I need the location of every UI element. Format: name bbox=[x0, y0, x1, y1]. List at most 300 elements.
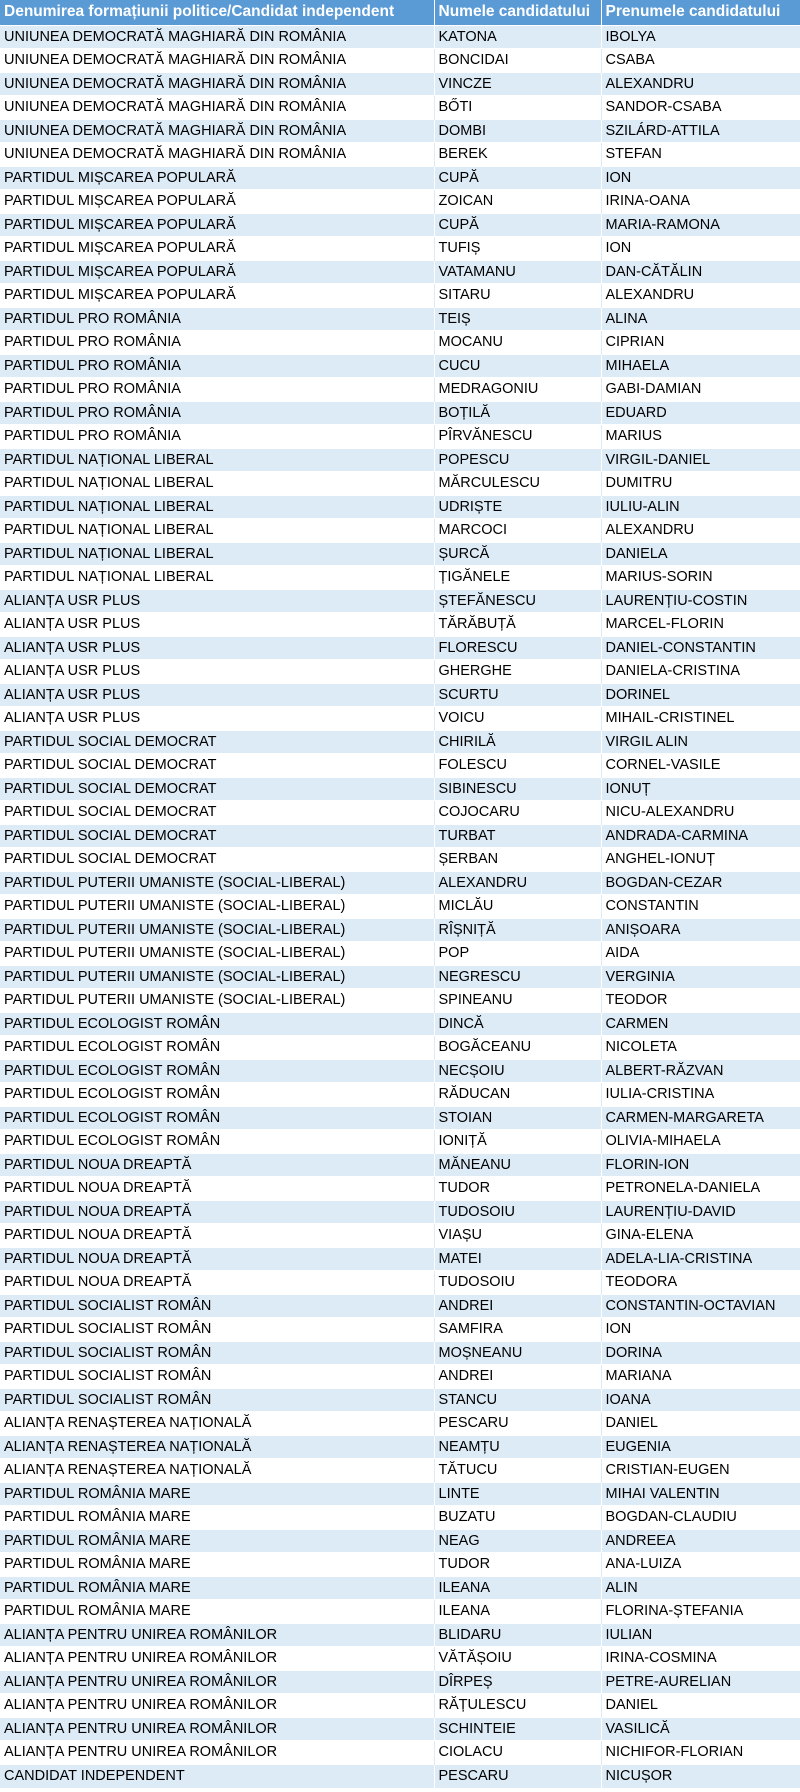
table-row bbox=[0, 307, 800, 331]
cell-last-name: VOICU bbox=[434, 707, 601, 731]
table-row bbox=[0, 1294, 800, 1318]
cell-last-name: STOIAN bbox=[434, 1106, 601, 1130]
cell-last-name: NEAG bbox=[434, 1529, 601, 1553]
cell-party: ALIANȚA PENTRU UNIREA ROMÂNILOR bbox=[0, 1741, 434, 1765]
cell-last-name: CUCU bbox=[434, 354, 601, 378]
cell-first-name: NICU-ALEXANDRU bbox=[601, 801, 800, 825]
table-row bbox=[0, 143, 800, 167]
cell-party: PARTIDUL MIȘCAREA POPULARĂ bbox=[0, 284, 434, 308]
cell-last-name: NEAMȚU bbox=[434, 1435, 601, 1459]
table-row bbox=[0, 1647, 800, 1671]
cell-first-name: CARMEN-MARGARETA bbox=[601, 1106, 800, 1130]
cell-party: PARTIDUL SOCIAL DEMOCRAT bbox=[0, 848, 434, 872]
cell-first-name: ANDRADA-CARMINA bbox=[601, 824, 800, 848]
cell-party: ALIANȚA USR PLUS bbox=[0, 683, 434, 707]
table-row bbox=[0, 425, 800, 449]
table-row bbox=[0, 707, 800, 731]
cell-party: PARTIDUL ECOLOGIST ROMÂN bbox=[0, 1083, 434, 1107]
cell-first-name: AIDA bbox=[601, 942, 800, 966]
cell-last-name: BEREK bbox=[434, 143, 601, 167]
table-row bbox=[0, 824, 800, 848]
cell-party: PARTIDUL SOCIAL DEMOCRAT bbox=[0, 801, 434, 825]
cell-last-name: MĂRCULESCU bbox=[434, 472, 601, 496]
cell-first-name: MIHAIL-CRISTINEL bbox=[601, 707, 800, 731]
cell-first-name: DANIEL-CONSTANTIN bbox=[601, 636, 800, 660]
table-header-row bbox=[0, 0, 800, 25]
cell-first-name: LAURENȚIU-DAVID bbox=[601, 1200, 800, 1224]
cell-party: PARTIDUL PUTERII UMANISTE (SOCIAL-LIBERAL) bbox=[0, 965, 434, 989]
table-row bbox=[0, 495, 800, 519]
cell-last-name: RĂȚULESCU bbox=[434, 1694, 601, 1718]
cell-last-name: STANCU bbox=[434, 1388, 601, 1412]
table-row bbox=[0, 284, 800, 308]
cell-first-name: DUMITRU bbox=[601, 472, 800, 496]
table-row bbox=[0, 1106, 800, 1130]
cell-first-name: IULIU-ALIN bbox=[601, 495, 800, 519]
cell-last-name: TUDOSOIU bbox=[434, 1200, 601, 1224]
table-row bbox=[0, 49, 800, 73]
cell-last-name: CUPĂ bbox=[434, 166, 601, 190]
cell-first-name: IULIA-CRISTINA bbox=[601, 1083, 800, 1107]
cell-last-name: BOGĂCEANU bbox=[434, 1036, 601, 1060]
table-row bbox=[0, 260, 800, 284]
cell-party: PARTIDUL PUTERII UMANISTE (SOCIAL-LIBERAL) bbox=[0, 871, 434, 895]
cell-last-name: SIBINESCU bbox=[434, 777, 601, 801]
header-first-name: Prenumele candidatului bbox=[601, 0, 800, 25]
cell-first-name: MARIANA bbox=[601, 1365, 800, 1389]
cell-last-name: CHIRILĂ bbox=[434, 730, 601, 754]
cell-last-name: SCHINTEIE bbox=[434, 1717, 601, 1741]
cell-first-name: ANDREEA bbox=[601, 1529, 800, 1553]
cell-last-name: TUFIȘ bbox=[434, 237, 601, 261]
cell-party: ALIANȚA RENAȘTEREA NAȚIONALĂ bbox=[0, 1412, 434, 1436]
cell-party: PARTIDUL NAȚIONAL LIBERAL bbox=[0, 495, 434, 519]
cell-first-name: FLORINA-ȘTEFANIA bbox=[601, 1600, 800, 1624]
table-row bbox=[0, 942, 800, 966]
cell-last-name: BUZATU bbox=[434, 1506, 601, 1530]
cell-first-name: IULIAN bbox=[601, 1623, 800, 1647]
cell-last-name: MATEI bbox=[434, 1247, 601, 1271]
cell-first-name: NICOLETA bbox=[601, 1036, 800, 1060]
cell-party: PARTIDUL ECOLOGIST ROMÂN bbox=[0, 1059, 434, 1083]
cell-party: PARTIDUL ECOLOGIST ROMÂN bbox=[0, 1036, 434, 1060]
cell-first-name: STEFAN bbox=[601, 143, 800, 167]
cell-last-name: GHERGHE bbox=[434, 660, 601, 684]
cell-party: PARTIDUL SOCIAL DEMOCRAT bbox=[0, 754, 434, 778]
table-row bbox=[0, 1670, 800, 1694]
cell-last-name: MICLĂU bbox=[434, 895, 601, 919]
cell-first-name: GABI-DAMIAN bbox=[601, 378, 800, 402]
cell-last-name: UDRIȘTE bbox=[434, 495, 601, 519]
table-row bbox=[0, 989, 800, 1013]
table-row bbox=[0, 566, 800, 590]
cell-last-name: POP bbox=[434, 942, 601, 966]
cell-party: PARTIDUL SOCIAL DEMOCRAT bbox=[0, 777, 434, 801]
table-row bbox=[0, 1623, 800, 1647]
cell-first-name: ANA-LUIZA bbox=[601, 1553, 800, 1577]
cell-last-name: ȘERBAN bbox=[434, 848, 601, 872]
cell-party: PARTIDUL SOCIALIST ROMÂN bbox=[0, 1388, 434, 1412]
cell-first-name: CRISTIAN-EUGEN bbox=[601, 1459, 800, 1483]
cell-first-name: CSABA bbox=[601, 49, 800, 73]
cell-first-name: ANGHEL-IONUȚ bbox=[601, 848, 800, 872]
cell-first-name: ALBERT-RĂZVAN bbox=[601, 1059, 800, 1083]
cell-first-name: MARIA-RAMONA bbox=[601, 213, 800, 237]
cell-last-name: CUPĂ bbox=[434, 213, 601, 237]
table-row bbox=[0, 965, 800, 989]
cell-party: PARTIDUL PRO ROMÂNIA bbox=[0, 425, 434, 449]
cell-last-name: BLIDARU bbox=[434, 1623, 601, 1647]
cell-first-name: VERGINIA bbox=[601, 965, 800, 989]
cell-party: PARTIDUL PUTERII UMANISTE (SOCIAL-LIBERAL) bbox=[0, 989, 434, 1013]
cell-first-name: OLIVIA-MIHAELA bbox=[601, 1130, 800, 1154]
cell-first-name: MARIUS-SORIN bbox=[601, 566, 800, 590]
table-row bbox=[0, 401, 800, 425]
cell-first-name: PETRONELA-DANIELA bbox=[601, 1177, 800, 1201]
cell-first-name: ALEXANDRU bbox=[601, 284, 800, 308]
table-row bbox=[0, 542, 800, 566]
cell-party: PARTIDUL ECOLOGIST ROMÂN bbox=[0, 1130, 434, 1154]
cell-first-name: IRINA-COSMINA bbox=[601, 1647, 800, 1671]
table-row bbox=[0, 25, 800, 49]
cell-party: PARTIDUL SOCIAL DEMOCRAT bbox=[0, 824, 434, 848]
cell-first-name: ALEXANDRU bbox=[601, 519, 800, 543]
cell-last-name: ȘTEFĂNESCU bbox=[434, 589, 601, 613]
cell-first-name: DAN-CĂTĂLIN bbox=[601, 260, 800, 284]
cell-last-name: MĂNEANU bbox=[434, 1153, 601, 1177]
cell-last-name: PÎRVĂNESCU bbox=[434, 425, 601, 449]
cell-last-name: FOLESCU bbox=[434, 754, 601, 778]
cell-last-name: POPESCU bbox=[434, 448, 601, 472]
cell-party: PARTIDUL NAȚIONAL LIBERAL bbox=[0, 448, 434, 472]
cell-first-name: BOGDAN-CEZAR bbox=[601, 871, 800, 895]
cell-party: PARTIDUL SOCIALIST ROMÂN bbox=[0, 1365, 434, 1389]
cell-party: PARTIDUL NOUA DREAPTĂ bbox=[0, 1271, 434, 1295]
cell-first-name: TEODORA bbox=[601, 1271, 800, 1295]
cell-party: PARTIDUL PRO ROMÂNIA bbox=[0, 307, 434, 331]
cell-party: ALIANȚA PENTRU UNIREA ROMÂNILOR bbox=[0, 1694, 434, 1718]
cell-party: PARTIDUL MIȘCAREA POPULARĂ bbox=[0, 260, 434, 284]
cell-first-name: ION bbox=[601, 166, 800, 190]
cell-first-name: CIPRIAN bbox=[601, 331, 800, 355]
cell-party: PARTIDUL MIȘCAREA POPULARĂ bbox=[0, 237, 434, 261]
table-row bbox=[0, 1247, 800, 1271]
table-row bbox=[0, 1341, 800, 1365]
cell-first-name: CONSTANTIN-OCTAVIAN bbox=[601, 1294, 800, 1318]
cell-party: PARTIDUL MIȘCAREA POPULARĂ bbox=[0, 190, 434, 214]
cell-last-name: IONIȚĂ bbox=[434, 1130, 601, 1154]
table-row bbox=[0, 730, 800, 754]
cell-party: PARTIDUL PUTERII UMANISTE (SOCIAL-LIBERAL) bbox=[0, 918, 434, 942]
cell-party: PARTIDUL SOCIAL DEMOCRAT bbox=[0, 730, 434, 754]
cell-party: PARTIDUL ROMÂNIA MARE bbox=[0, 1600, 434, 1624]
cell-first-name: TEODOR bbox=[601, 989, 800, 1013]
table-row bbox=[0, 72, 800, 96]
cell-first-name: IRINA-OANA bbox=[601, 190, 800, 214]
cell-last-name: SITARU bbox=[434, 284, 601, 308]
cell-first-name: CONSTANTIN bbox=[601, 895, 800, 919]
table-body bbox=[0, 25, 800, 1788]
table-row bbox=[0, 1365, 800, 1389]
header-last-name: Numele candidatului bbox=[434, 0, 601, 25]
cell-party: PARTIDUL PRO ROMÂNIA bbox=[0, 354, 434, 378]
cell-last-name: BOȚILĂ bbox=[434, 401, 601, 425]
cell-last-name: RĂDUCAN bbox=[434, 1083, 601, 1107]
cell-party: PARTIDUL PRO ROMÂNIA bbox=[0, 331, 434, 355]
table-row bbox=[0, 1412, 800, 1436]
cell-last-name: TUDOR bbox=[434, 1553, 601, 1577]
cell-last-name: VĂTĂȘOIU bbox=[434, 1647, 601, 1671]
cell-first-name: IONUȚ bbox=[601, 777, 800, 801]
cell-party: PARTIDUL NOUA DREAPTĂ bbox=[0, 1224, 434, 1248]
cell-party: PARTIDUL PUTERII UMANISTE (SOCIAL-LIBERAL) bbox=[0, 942, 434, 966]
cell-first-name: DANIEL bbox=[601, 1694, 800, 1718]
cell-party: PARTIDUL ROMÂNIA MARE bbox=[0, 1576, 434, 1600]
table-row bbox=[0, 754, 800, 778]
cell-party: ALIANȚA USR PLUS bbox=[0, 636, 434, 660]
table-row bbox=[0, 448, 800, 472]
table-row bbox=[0, 683, 800, 707]
cell-party: PARTIDUL ROMÂNIA MARE bbox=[0, 1506, 434, 1530]
cell-first-name: MIHAI VALENTIN bbox=[601, 1482, 800, 1506]
table-row bbox=[0, 472, 800, 496]
cell-last-name: LINTE bbox=[434, 1482, 601, 1506]
table-row bbox=[0, 119, 800, 143]
cell-party: UNIUNEA DEMOCRATĂ MAGHIARĂ DIN ROMÂNIA bbox=[0, 49, 434, 73]
table-row bbox=[0, 519, 800, 543]
cell-party: PARTIDUL SOCIALIST ROMÂN bbox=[0, 1294, 434, 1318]
cell-party: PARTIDUL PRO ROMÂNIA bbox=[0, 378, 434, 402]
cell-last-name: ANDREI bbox=[434, 1294, 601, 1318]
header-party: Denumirea formațiunii politice/Candidat independent bbox=[0, 0, 434, 25]
table-row bbox=[0, 613, 800, 637]
cell-last-name: DINCĂ bbox=[434, 1012, 601, 1036]
cell-party: PARTIDUL MIȘCAREA POPULARĂ bbox=[0, 166, 434, 190]
table-row bbox=[0, 1694, 800, 1718]
cell-first-name: MARIUS bbox=[601, 425, 800, 449]
table-row bbox=[0, 1177, 800, 1201]
cell-party: ALIANȚA PENTRU UNIREA ROMÂNILOR bbox=[0, 1623, 434, 1647]
cell-party: UNIUNEA DEMOCRATĂ MAGHIARĂ DIN ROMÂNIA bbox=[0, 119, 434, 143]
cell-last-name: TEIȘ bbox=[434, 307, 601, 331]
cell-party: ALIANȚA PENTRU UNIREA ROMÂNILOR bbox=[0, 1717, 434, 1741]
cell-last-name: BONCIDAI bbox=[434, 49, 601, 73]
table-row bbox=[0, 1012, 800, 1036]
cell-first-name: CARMEN bbox=[601, 1012, 800, 1036]
table-row bbox=[0, 1764, 800, 1788]
cell-first-name: ION bbox=[601, 1318, 800, 1342]
cell-party: ALIANȚA USR PLUS bbox=[0, 613, 434, 637]
cell-party: PARTIDUL ROMÂNIA MARE bbox=[0, 1553, 434, 1577]
table-row bbox=[0, 96, 800, 120]
table-row bbox=[0, 1059, 800, 1083]
cell-party: UNIUNEA DEMOCRATĂ MAGHIARĂ DIN ROMÂNIA bbox=[0, 72, 434, 96]
table-row bbox=[0, 1553, 800, 1577]
cell-last-name: NECȘOIU bbox=[434, 1059, 601, 1083]
cell-first-name: ALIN bbox=[601, 1576, 800, 1600]
cell-party: ALIANȚA PENTRU UNIREA ROMÂNILOR bbox=[0, 1670, 434, 1694]
cell-party: PARTIDUL PRO ROMÂNIA bbox=[0, 401, 434, 425]
cell-last-name: MARCOCI bbox=[434, 519, 601, 543]
cell-first-name: DANIELA bbox=[601, 542, 800, 566]
cell-party: PARTIDUL NAȚIONAL LIBERAL bbox=[0, 566, 434, 590]
cell-first-name: VASILICĂ bbox=[601, 1717, 800, 1741]
table-row bbox=[0, 166, 800, 190]
cell-first-name: IOANA bbox=[601, 1388, 800, 1412]
cell-last-name: ȘURCĂ bbox=[434, 542, 601, 566]
cell-party: CANDIDAT INDEPENDENT bbox=[0, 1764, 434, 1788]
cell-first-name: DORINEL bbox=[601, 683, 800, 707]
table-row bbox=[0, 777, 800, 801]
cell-last-name: SPINEANU bbox=[434, 989, 601, 1013]
cell-first-name: SANDOR-CSABA bbox=[601, 96, 800, 120]
cell-party: ALIANȚA PENTRU UNIREA ROMÂNILOR bbox=[0, 1647, 434, 1671]
cell-party: PARTIDUL NAȚIONAL LIBERAL bbox=[0, 542, 434, 566]
cell-first-name: VIRGIL ALIN bbox=[601, 730, 800, 754]
cell-party: PARTIDUL ECOLOGIST ROMÂN bbox=[0, 1106, 434, 1130]
cell-last-name: RÎȘNIȚĂ bbox=[434, 918, 601, 942]
cell-last-name: BŐTI bbox=[434, 96, 601, 120]
cell-last-name: TĂTUCU bbox=[434, 1459, 601, 1483]
table-row bbox=[0, 1459, 800, 1483]
cell-first-name: SZILÁRD-ATTILA bbox=[601, 119, 800, 143]
cell-last-name: TURBAT bbox=[434, 824, 601, 848]
table-row bbox=[0, 589, 800, 613]
cell-party: PARTIDUL NOUA DREAPTĂ bbox=[0, 1153, 434, 1177]
cell-party: PARTIDUL PUTERII UMANISTE (SOCIAL-LIBERAL) bbox=[0, 895, 434, 919]
cell-last-name: VIAȘU bbox=[434, 1224, 601, 1248]
cell-party: PARTIDUL MIȘCAREA POPULARĂ bbox=[0, 213, 434, 237]
cell-last-name: MOCANU bbox=[434, 331, 601, 355]
cell-last-name: PESCARU bbox=[434, 1412, 601, 1436]
cell-first-name: ANIȘOARA bbox=[601, 918, 800, 942]
cell-first-name: PETRE-AURELIAN bbox=[601, 1670, 800, 1694]
cell-first-name: IBOLYA bbox=[601, 25, 800, 49]
cell-first-name: DANIELA-CRISTINA bbox=[601, 660, 800, 684]
cell-party: PARTIDUL NAȚIONAL LIBERAL bbox=[0, 472, 434, 496]
table-row bbox=[0, 331, 800, 355]
cell-party: ALIANȚA USR PLUS bbox=[0, 589, 434, 613]
table-row bbox=[0, 1130, 800, 1154]
cell-first-name: GINA-ELENA bbox=[601, 1224, 800, 1248]
cell-first-name: ADELA-LIA-CRISTINA bbox=[601, 1247, 800, 1271]
table-row bbox=[0, 1036, 800, 1060]
table-row bbox=[0, 1271, 800, 1295]
cell-party: PARTIDUL NOUA DREAPTĂ bbox=[0, 1177, 434, 1201]
table-row bbox=[0, 871, 800, 895]
table-row bbox=[0, 1200, 800, 1224]
table-row bbox=[0, 1153, 800, 1177]
cell-last-name: ZOICAN bbox=[434, 190, 601, 214]
cell-party: ALIANȚA USR PLUS bbox=[0, 707, 434, 731]
table-row bbox=[0, 1482, 800, 1506]
cell-first-name: MARCEL-FLORIN bbox=[601, 613, 800, 637]
cell-party: UNIUNEA DEMOCRATĂ MAGHIARĂ DIN ROMÂNIA bbox=[0, 143, 434, 167]
table-row bbox=[0, 918, 800, 942]
cell-party: PARTIDUL ECOLOGIST ROMÂN bbox=[0, 1012, 434, 1036]
table-row bbox=[0, 1083, 800, 1107]
table-row bbox=[0, 1388, 800, 1412]
cell-party: PARTIDUL NAȚIONAL LIBERAL bbox=[0, 519, 434, 543]
table-row bbox=[0, 213, 800, 237]
cell-last-name: SAMFIRA bbox=[434, 1318, 601, 1342]
cell-first-name: ALEXANDRU bbox=[601, 72, 800, 96]
cell-last-name: SCURTU bbox=[434, 683, 601, 707]
table-row bbox=[0, 1576, 800, 1600]
cell-first-name: NICHIFOR-FLORIAN bbox=[601, 1741, 800, 1765]
cell-first-name: ALINA bbox=[601, 307, 800, 331]
cell-party: ALIANȚA RENAȘTEREA NAȚIONALĂ bbox=[0, 1435, 434, 1459]
table-row bbox=[0, 1529, 800, 1553]
cell-last-name: VATAMANU bbox=[434, 260, 601, 284]
table-row bbox=[0, 636, 800, 660]
cell-last-name: NEGRESCU bbox=[434, 965, 601, 989]
cell-last-name: TĂRĂBUȚĂ bbox=[434, 613, 601, 637]
table-row bbox=[0, 1506, 800, 1530]
cell-first-name: NICUȘOR bbox=[601, 1764, 800, 1788]
table-row bbox=[0, 1741, 800, 1765]
cell-first-name: MIHAELA bbox=[601, 354, 800, 378]
cell-party: PARTIDUL SOCIALIST ROMÂN bbox=[0, 1318, 434, 1342]
table-row bbox=[0, 190, 800, 214]
cell-party: PARTIDUL NOUA DREAPTĂ bbox=[0, 1200, 434, 1224]
cell-last-name: VINCZE bbox=[434, 72, 601, 96]
cell-last-name: KATONA bbox=[434, 25, 601, 49]
cell-party: PARTIDUL NOUA DREAPTĂ bbox=[0, 1247, 434, 1271]
cell-last-name: PESCARU bbox=[434, 1764, 601, 1788]
table-row bbox=[0, 1318, 800, 1342]
cell-last-name: COJOCARU bbox=[434, 801, 601, 825]
table-row bbox=[0, 801, 800, 825]
cell-party: PARTIDUL SOCIALIST ROMÂN bbox=[0, 1341, 434, 1365]
cell-first-name: ION bbox=[601, 237, 800, 261]
cell-last-name: ALEXANDRU bbox=[434, 871, 601, 895]
cell-last-name: ILEANA bbox=[434, 1576, 601, 1600]
cell-last-name: DÎRPEȘ bbox=[434, 1670, 601, 1694]
cell-first-name: EDUARD bbox=[601, 401, 800, 425]
cell-last-name: TUDOR bbox=[434, 1177, 601, 1201]
table-row bbox=[0, 237, 800, 261]
cell-first-name: BOGDAN-CLAUDIU bbox=[601, 1506, 800, 1530]
cell-first-name: VIRGIL-DANIEL bbox=[601, 448, 800, 472]
cell-first-name: DORINA bbox=[601, 1341, 800, 1365]
cell-party: PARTIDUL ROMÂNIA MARE bbox=[0, 1482, 434, 1506]
cell-last-name: TUDOSOIU bbox=[434, 1271, 601, 1295]
cell-last-name: ANDREI bbox=[434, 1365, 601, 1389]
cell-party: ALIANȚA USR PLUS bbox=[0, 660, 434, 684]
table-row bbox=[0, 1224, 800, 1248]
cell-first-name: DANIEL bbox=[601, 1412, 800, 1436]
table-row bbox=[0, 354, 800, 378]
table-row bbox=[0, 1600, 800, 1624]
cell-last-name: DOMBI bbox=[434, 119, 601, 143]
cell-party: ALIANȚA RENAȘTEREA NAȚIONALĂ bbox=[0, 1459, 434, 1483]
table-row bbox=[0, 848, 800, 872]
table-row bbox=[0, 660, 800, 684]
cell-last-name: CIOLACU bbox=[434, 1741, 601, 1765]
cell-party: UNIUNEA DEMOCRATĂ MAGHIARĂ DIN ROMÂNIA bbox=[0, 96, 434, 120]
table-row bbox=[0, 1717, 800, 1741]
cell-last-name: ILEANA bbox=[434, 1600, 601, 1624]
cell-last-name: MOȘNEANU bbox=[434, 1341, 601, 1365]
table-row bbox=[0, 1435, 800, 1459]
table-row bbox=[0, 895, 800, 919]
cell-first-name: EUGENIA bbox=[601, 1435, 800, 1459]
cell-last-name: MEDRAGONIU bbox=[434, 378, 601, 402]
cell-first-name: FLORIN-ION bbox=[601, 1153, 800, 1177]
cell-first-name: LAURENȚIU-COSTIN bbox=[601, 589, 800, 613]
cell-party: UNIUNEA DEMOCRATĂ MAGHIARĂ DIN ROMÂNIA bbox=[0, 25, 434, 49]
